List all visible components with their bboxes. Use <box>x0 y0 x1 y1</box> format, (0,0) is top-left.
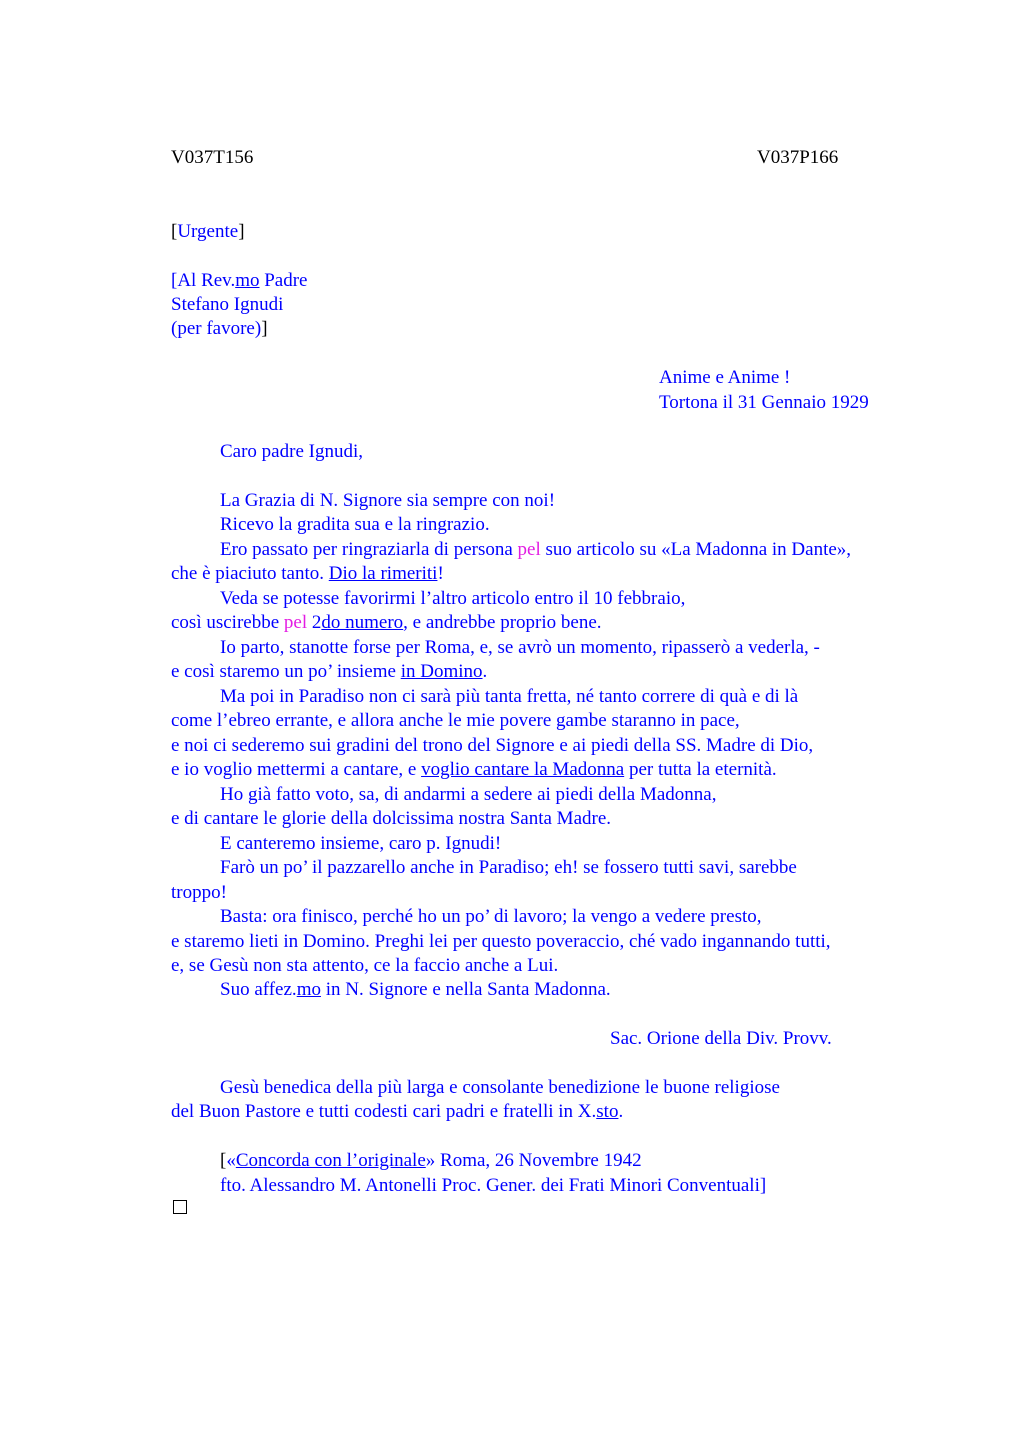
signature: Sac. Orione della Div. Provv. <box>610 1028 832 1049</box>
body-line: così uscirebbe pel 2do numero, e andrebbe proprio bene. <box>171 612 602 633</box>
body-line: Basta: ora finisco, perché ho un po’ di lavoro; la vengo a vedere presto, <box>220 906 762 927</box>
body-line: Ero passato per ringraziarla di persona pel suo articolo su «La Madonna in Dante», <box>220 539 852 560</box>
address-line-3: (per favore)] <box>171 318 268 339</box>
doc-code-right: V037P166 <box>757 147 839 168</box>
body-line: troppo! <box>171 882 227 903</box>
postscript-line: del Buon Pastore e tutti codesti cari padri e fratelli in X.sto. <box>171 1101 624 1122</box>
body-line: Ricevo la gradita sua e la ringrazio. <box>220 514 490 535</box>
body-line: e così staremo un po’ insieme in Domino. <box>171 661 488 682</box>
address-line-1: [Al Rev.mo Padre <box>171 270 308 291</box>
body-line: e staremo lieti in Domino. Preghi lei per questo poveraccio, ché vado ingannando tutti, <box>171 931 831 952</box>
body-line: Veda se potesse favorirmi l’altro articolo entro il 10 febbraio, <box>220 588 686 609</box>
body-line: che è piaciuto tanto. Dio la rimeriti! <box>171 563 444 584</box>
attestation-line: fto. Alessandro M. Antonelli Proc. Gener. dei Frati Minori Conventuali] <box>220 1175 767 1196</box>
end-box-icon <box>173 1200 187 1214</box>
doc-code-left: V037T156 <box>171 147 254 168</box>
body-line: e io voglio mettermi a cantare, e voglio cantare la Madonna per tutta la eternità. <box>171 759 777 780</box>
body-line: Ho già fatto voto, sa, di andarmi a sedere ai piedi della Madonna, <box>220 784 717 805</box>
body-line: e, se Gesù non sta attento, ce la faccio anche a Lui. <box>171 955 559 976</box>
attestation-line: [«Concorda con l’originale» Roma, 26 Novembre 1942 <box>220 1150 642 1171</box>
body-line: come l’ebreo errante, e allora anche le mie povere gambe staranno in pace, <box>171 710 740 731</box>
body-line: Suo affez.mo in N. Signore e nella Santa Madonna. <box>220 979 611 1000</box>
motto: Anime e Anime ! <box>659 367 791 388</box>
place-date: Tortona il 31 Gennaio 1929 <box>659 392 869 413</box>
salutation: Caro padre Ignudi, <box>220 441 363 462</box>
body-line: La Grazia di N. Signore sia sempre con noi! <box>220 490 556 511</box>
address-line-2: Stefano Ignudi <box>171 294 284 315</box>
postscript-line: Gesù benedica della più larga e consolante benedizione le buone religiose <box>220 1077 780 1098</box>
body-line: e di cantare le glorie della dolcissima nostra Santa Madre. <box>171 808 612 829</box>
body-line: E canteremo insieme, caro p. Ignudi! <box>220 833 502 854</box>
body-line: Farò un po’ il pazzarello anche in Paradiso; eh! se fossero tutti savi, sarebbe <box>220 857 797 878</box>
body-line: Ma poi in Paradiso non ci sarà più tanta fretta, né tanto correre di quà e di là <box>220 686 799 707</box>
body-line: e noi ci sederemo sui gradini del trono del Signore e ai piedi della SS. Madre di Dio, <box>171 735 814 756</box>
urgent-note: [Urgente] <box>171 221 245 242</box>
body-line: Io parto, stanotte forse per Roma, e, se avrò un momento, ripasserò a vederla, - <box>220 637 820 658</box>
